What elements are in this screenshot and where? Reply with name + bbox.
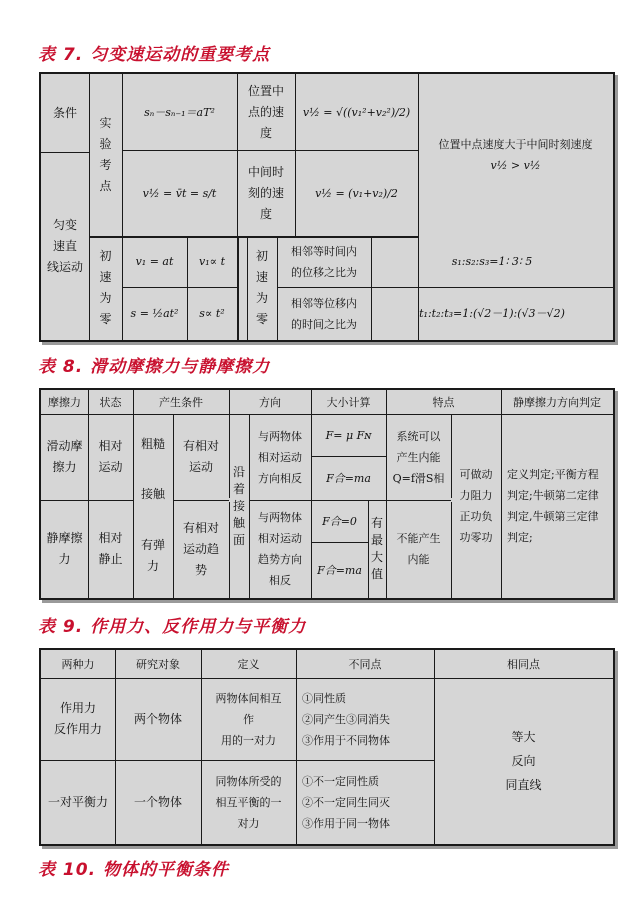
header-feature: 特点 [432,395,455,409]
ratio-displacement-value: s₁:s₂:s₃=1∶ 3∶ 5 [451,255,533,268]
newton-formula-2: F合=ma [317,563,362,577]
header-similarities: 相同点 [507,657,540,671]
displacement-formula: s = ½at² [130,307,179,320]
bal-definition-cell: 同物体所受的 相互平衡的一 对力 [215,774,282,830]
header-definition: 定义 [237,657,260,671]
zero-initial-label-b: 初 速 为 零 [255,249,268,326]
sliding-direction-cell: 与两物体 相对运动 方向相反 [258,429,302,485]
table9 [39,648,615,846]
zero-initial-label-a: 初 速 为 零 [99,249,112,326]
has-relative-motion-cell: 有相对 运动 [182,439,219,474]
has-trend-cell: 有相对 运动趋 势 [182,520,219,577]
zero-net-formula: F合=0 [322,514,357,528]
header-magnitude: 大小计算 [326,395,371,409]
ar-definition-cell: 两物体间相互 作 用的一对力 [215,691,282,747]
header-state: 状态 [99,395,122,409]
position-mid-formula: v½ = √((v₁²+v₂²)/2) [302,105,411,119]
judgement-cell: 定义判定;平衡方程 判定;牛顿第二定律 判定,牛顿第三定律 判定; [507,468,599,544]
header-force-types: 两种力 [61,657,95,671]
table8 [39,388,615,600]
displacement-proportion: s∝ t² [199,307,225,320]
static-friction-cell: 静摩擦 力 [46,531,83,566]
along-contact-cell: 沿 着 接 触 面 [232,464,245,547]
table7 [39,72,615,342]
header-direction: 方向 [259,395,281,409]
sliding-force-formula: F= μ Fɴ [325,428,372,442]
ar-object-cell: 两个物体 [133,711,182,726]
bal-object-cell: 一个物体 [133,794,182,809]
table10-title: 表 10. 物体的平衡条件 [38,860,229,880]
action-reaction-cell: 作用力 反作用力 [53,701,102,736]
compare-text: 位置中点速度大于中间时刻速度 [438,138,593,151]
heat-cell: 系统可以 产生内能 Q=f滑S相 [392,429,445,485]
header-friction: 摩擦力 [48,395,81,409]
compare-cell [418,74,613,236]
header-condition: 产生条件 [159,395,203,409]
similarities-cell: 等大 反向 同直线 [505,730,542,792]
rough-cell: 粗糙 [140,436,165,451]
ratio-time-value: t₁:t₂:t₃=1:(√2－1):(√3－√2) [419,307,565,320]
ratio-displacement-label: 相邻等时间内 的位移之比为 [291,244,357,279]
relative-motion-cell: 相对 运动 [98,439,123,474]
contact-cell: 接触 [140,486,165,501]
ratio-time-label: 相邻等位移内 的时间之比为 [291,296,357,331]
bal-differences-cell: ①不一定同性质 ②不一定同生同灭 ③作用于同一物体 [302,774,390,830]
experiment-cell: 实 验 考 点 [99,116,112,193]
time-mid-label: 中间时 刻的速 度 [247,164,284,221]
compare-formula: v½ > v½ [490,159,541,172]
condition-cell: 条件 [52,105,77,120]
max-value-cell: 有 最 大 值 [370,516,383,581]
table7-title: 表 7. 匀变速运动的重要考点 [38,45,271,65]
relative-static-cell: 相对 静止 [98,531,123,566]
mid-time-velocity-formula: v½ = v̄t = s/t [142,186,217,200]
velocity-proportion: v₁∝ t [199,255,225,268]
uniform-motion-cell: 匀变 速直 线运动 [46,217,83,274]
static-direction-cell: 与两物体 相对运动 趋势方向 相反 [258,511,302,587]
work-cell: 可做动 力阻力 正功负 功零功 [459,468,493,544]
position-mid-label: 位置中 点的速 度 [247,83,284,140]
velocity-formula: v₁ = at [135,255,174,268]
ar-differences-cell: ①同性质 ②同产生③同消失 ③作用于不同物体 [302,691,390,747]
table8-title: 表 8. 滑动摩擦力与静摩擦力 [38,357,271,377]
elastic-cell: 有弹 力 [140,538,165,573]
delta-s-formula: sₙ－sₙ₋₁＝aT² [144,105,215,119]
sliding-friction-cell: 滑动摩 擦力 [46,439,83,474]
table9-title: 表 9. 作用力、反作用力与平衡力 [38,617,307,637]
balanced-force-cell: 一对平衡力 [47,794,108,809]
header-judgement: 静摩擦力方向判定 [513,395,601,409]
header-differences: 不同点 [348,657,382,671]
no-heat-cell: 不能产生 内能 [396,532,441,566]
header-object: 研究对象 [136,657,180,671]
time-mid-formula: v½ = (v₁+v₂)/2 [315,186,398,200]
newton-formula-1: F合=ma [326,471,371,485]
